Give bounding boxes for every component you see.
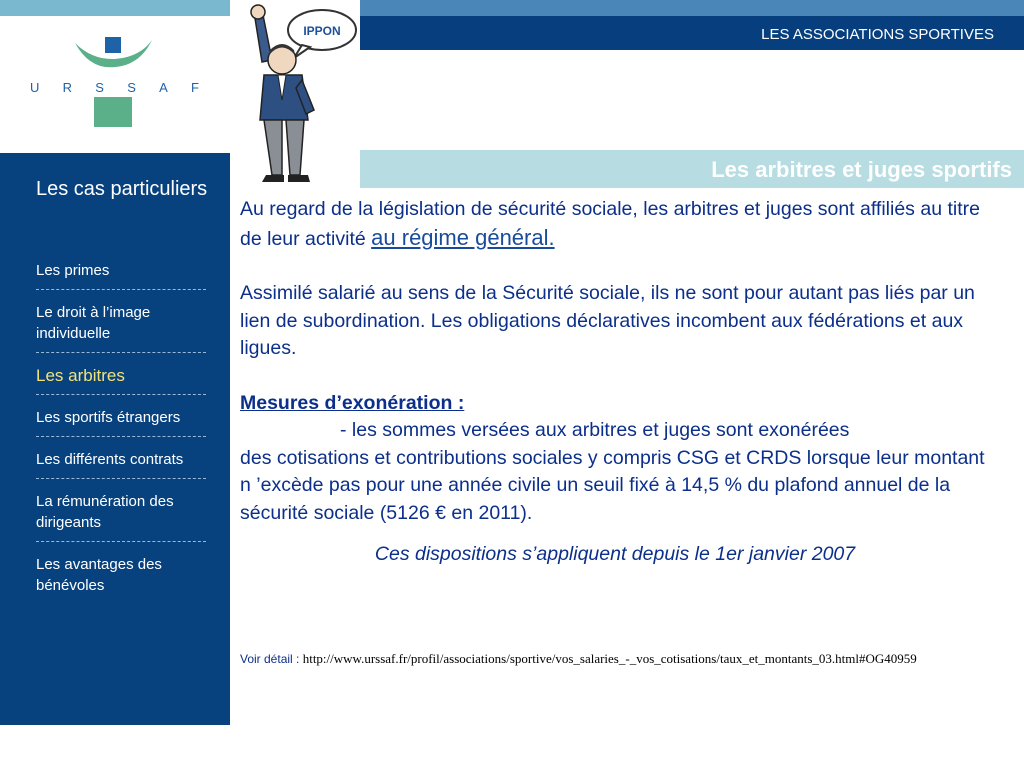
paragraph-affiliation: Au regard de la législation de sécurité sociale, les arbitres et juges sont affiliés au titre de leur activité au régime général. — [240, 198, 980, 250]
mesures-rest: des cotisations et contributions sociales y compris CSG et CRDS lorsque leur montant n ’excède pas pour une année civile un seuil fixé à 14,5 % du plafond annuel de la sécurité sociale (5126 € en 2011). — [240, 446, 985, 524]
sidebar-item-contrats[interactable]: Les différents contrats — [36, 445, 206, 479]
sidebar — [0, 153, 230, 725]
sidebar-nav — [36, 256, 206, 612]
page-subtitle: Les arbitres et juges sportifs — [711, 157, 1012, 182]
sidebar-title: Les cas particuliers — [36, 178, 208, 200]
top-accent-bar-right — [360, 0, 1024, 16]
detail-url-link[interactable]: http://www.urssaf.fr/profil/associations/sportive/vos_salaries_-_vos_cotisations/taux_et_montants_03.html#OG40959 — [302, 651, 917, 666]
regime-general-link[interactable]: au régime général. — [371, 224, 555, 250]
sidebar-item-droit-image[interactable]: Le droit à l’image individuelle — [36, 298, 206, 353]
top-accent-bar-left — [0, 0, 230, 16]
logo-green-square — [94, 97, 132, 127]
sidebar-item-remuneration[interactable]: La rémunération des dirigeants — [36, 487, 206, 542]
sidebar-item-primes[interactable]: Les primes — [36, 256, 206, 290]
referee-cartoon-illustration — [232, 0, 360, 190]
sidebar-item-sportifs-etrangers[interactable]: Les sportifs étrangers — [36, 403, 206, 437]
dispositions-note: Ces dispositions s’appliquent depuis le 1er janvier 2007 — [374, 543, 856, 565]
logo-letters: U R S S A F — [30, 80, 200, 95]
mesures-line-1: - les sommes versées aux arbitres et juges sont exonérées — [340, 419, 850, 441]
speech-bubble-text: IPPON — [303, 24, 341, 38]
detail-label: Voir détail : — [240, 652, 303, 666]
subtitle-band — [360, 150, 1024, 188]
logo-blue-square — [105, 37, 121, 53]
header-band — [360, 16, 1024, 50]
main-content — [240, 196, 990, 569]
detail-link-row — [240, 651, 917, 667]
sidebar-item-benevoles[interactable]: Les avantages des bénévoles — [36, 556, 162, 594]
header-title: LES ASSOCIATIONS SPORTIVES — [761, 26, 994, 43]
paragraph-assimile: Assimilé salarié au sens de la Sécurité sociale, ils ne sont pour autant pas liés par un lien de subordination. Les obligations déclaratives incombent aux fédérations et aux ligues. — [240, 282, 975, 359]
mesures-title: Mesures d’exonération : — [240, 391, 465, 414]
sidebar-item-arbitres[interactable]: Les arbitres — [36, 361, 206, 395]
urssaf-logo — [30, 35, 200, 135]
